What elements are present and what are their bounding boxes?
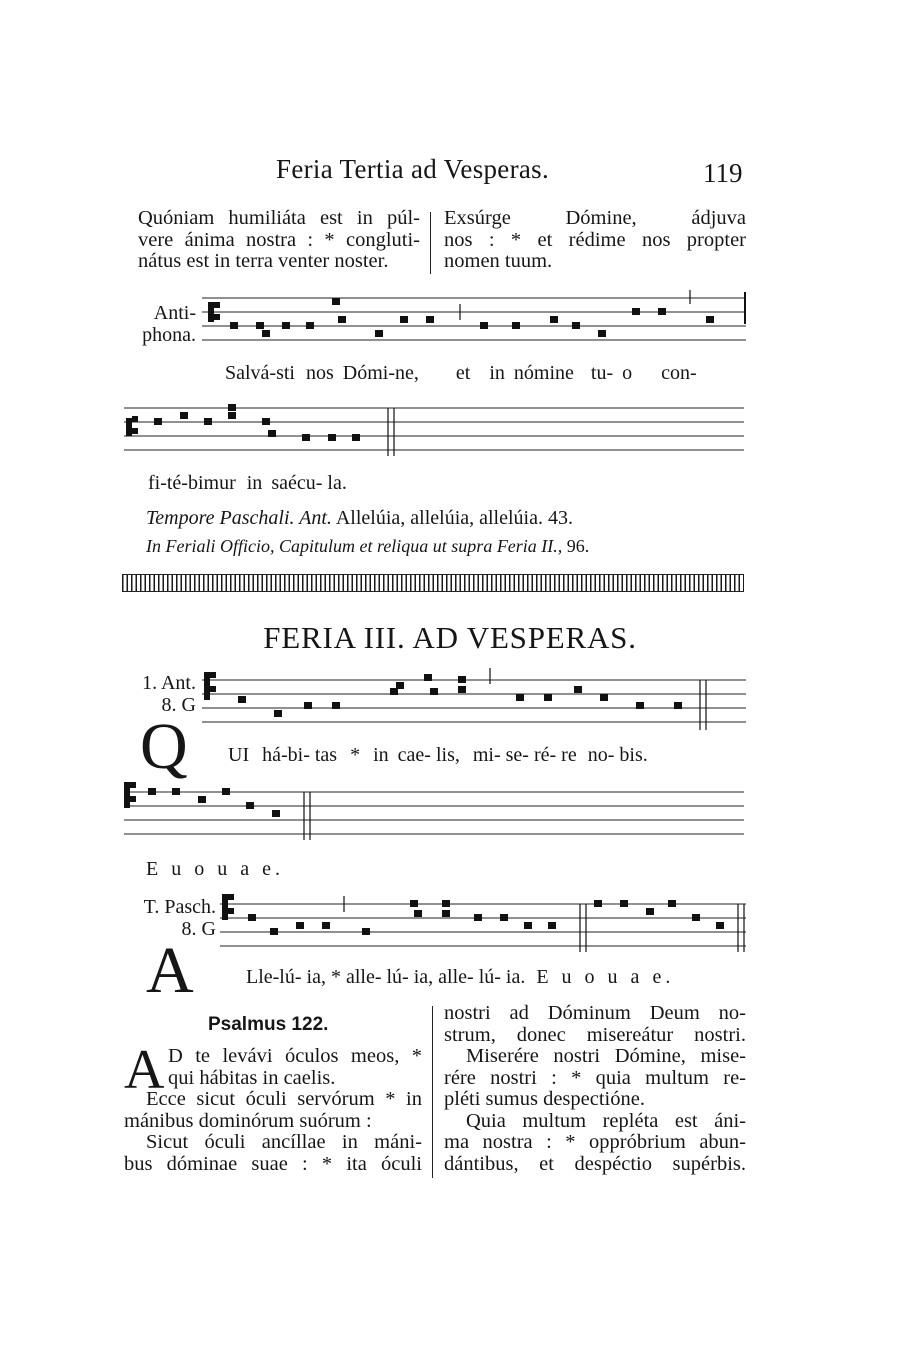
psalm-line: Quia multum repléta est áni- [466, 1109, 746, 1132]
verse-line: Quóniam humiliáta est in púl- [138, 207, 420, 229]
antiphon-label-line: 8. G [161, 694, 196, 716]
syllable: ia. [505, 966, 526, 988]
chant-staff-4 [122, 780, 748, 846]
chant-staff-2 [122, 400, 748, 460]
verse-right-column [444, 208, 746, 273]
psalm-line: mánibus dominórum suórum : [124, 1109, 372, 1132]
psalm-line: ma nostra : * oppróbrium abun- [444, 1131, 746, 1153]
chant-staff-3 [200, 664, 750, 734]
column-divider [430, 212, 431, 274]
syllable: tu- [590, 362, 614, 384]
syllable: con- [661, 362, 697, 384]
syllable: alle- [345, 966, 382, 988]
psalm-line: D te levávi óculos meos, * [168, 1045, 422, 1067]
syllable: saécu- [271, 472, 323, 494]
syllable: ia, [413, 966, 434, 988]
syllable: la. [327, 472, 347, 494]
note-text: Allelúia, allelúia, allelúia. 43. [335, 507, 573, 529]
syllable: UI [228, 744, 250, 766]
verse-line: nomen tuum. [444, 250, 553, 272]
lyric-line [148, 472, 347, 495]
psalm-line: pléti sumus despectióne. [444, 1088, 645, 1110]
lyric-line [228, 744, 648, 767]
chant-staff-5 [218, 890, 750, 956]
antiphon-label-line: phona. [142, 324, 196, 346]
syllable: in [246, 472, 263, 494]
antiphon-label-line: Anti- [153, 302, 196, 324]
syllable: ia, [306, 966, 326, 988]
antiphon-label-line: 1. Ant. [142, 672, 196, 694]
syllable: lú- [478, 966, 501, 988]
tpasch-label-line: T. Pasch. [143, 896, 216, 918]
chant-staff-1 [200, 290, 750, 356]
psalm-drop-initial: A [124, 1039, 165, 1101]
syllable: in [373, 744, 389, 766]
syllable: tas [314, 744, 338, 766]
syllable: * [330, 966, 341, 988]
page-number: 119 [703, 158, 743, 188]
syllable: ré- [533, 744, 557, 766]
syllable: E u o u a e. [536, 966, 675, 988]
syllable: bis. [619, 744, 648, 766]
syllable: mi- [472, 744, 501, 766]
syllable: * [350, 744, 361, 766]
psalm-line: dántibus, et despéctio supérbis. [444, 1152, 746, 1175]
verse-line: nátus est in terra venter noster. [138, 250, 389, 272]
feriali-officio-note [146, 536, 589, 557]
note-italic: In Feriali Officio, Capitulum et reliqua ut supra Feria II., [146, 536, 563, 556]
lyric-line [246, 966, 674, 989]
note-text: 96. [566, 536, 590, 556]
verse-left-column [138, 208, 420, 273]
syllable: nómine [513, 362, 574, 384]
syllable: fi-té-bimur [148, 472, 236, 494]
running-header-title: Feria Tertia ad Vesperas. [276, 154, 550, 184]
euouae-text: E u o u a e. [146, 858, 284, 880]
verse-line: vere ánima nostra : * congluti- [138, 228, 420, 251]
psalm-heading: Psalmus 122. [208, 1014, 329, 1035]
psalm-line: rére nostri : * quia multum re- [444, 1066, 746, 1089]
syllable: o [622, 362, 633, 384]
psalm-line: Miserére nostri Dómine, mise- [466, 1045, 746, 1067]
lyric-line [225, 362, 697, 385]
ornament-band [122, 574, 744, 592]
psalm-left-column [124, 1046, 422, 1175]
syllable: cae- [397, 744, 431, 766]
syllable: lis, [435, 744, 460, 766]
psalm-line: Sicut óculi ancíllae in máni- [146, 1131, 422, 1153]
syllable: in [489, 362, 505, 384]
verse-line: nos : * et rédime nos propter [444, 228, 746, 251]
drop-initial-q: Q [140, 710, 188, 783]
psalm-line: qui hábitas in caelis. [168, 1066, 336, 1089]
syllable: Dómi-ne, [342, 362, 419, 384]
section-title: FERIA III. AD VESPERAS. [263, 620, 637, 655]
syllable: alle- [438, 966, 474, 988]
note-italic: Tempore Paschali. Ant. [146, 507, 332, 529]
syllable: et [455, 362, 471, 384]
syllable: se- [505, 744, 529, 766]
syllable: há-bi- [262, 744, 310, 766]
drop-initial-a: A [146, 934, 194, 1007]
syllable: re [561, 744, 577, 766]
psalm-line: strum, donec misereátur nostri. [444, 1023, 746, 1046]
psalm-line: bus dóminae suae : * ita óculi [124, 1152, 422, 1175]
antiphon-label [110, 302, 196, 346]
syllable: no- [587, 744, 615, 766]
tpasch-label-line: 8. G [181, 918, 216, 940]
tempore-paschali-note [146, 507, 573, 530]
syllable: Salvá-sti [225, 362, 295, 384]
psalm-right-column [444, 1003, 746, 1175]
syllable: Lle-lú- [246, 966, 302, 988]
column-divider [432, 1006, 433, 1178]
verse-line: Exsúrge Dómine, ádjuva [444, 207, 746, 229]
syllable: nos [306, 362, 334, 384]
psalm-line: Ecce sicut óculi servórum * in [146, 1088, 422, 1110]
psalm-line: nostri ad Dóminum Deum no- [444, 1002, 746, 1024]
syllable: lú- [386, 966, 409, 988]
